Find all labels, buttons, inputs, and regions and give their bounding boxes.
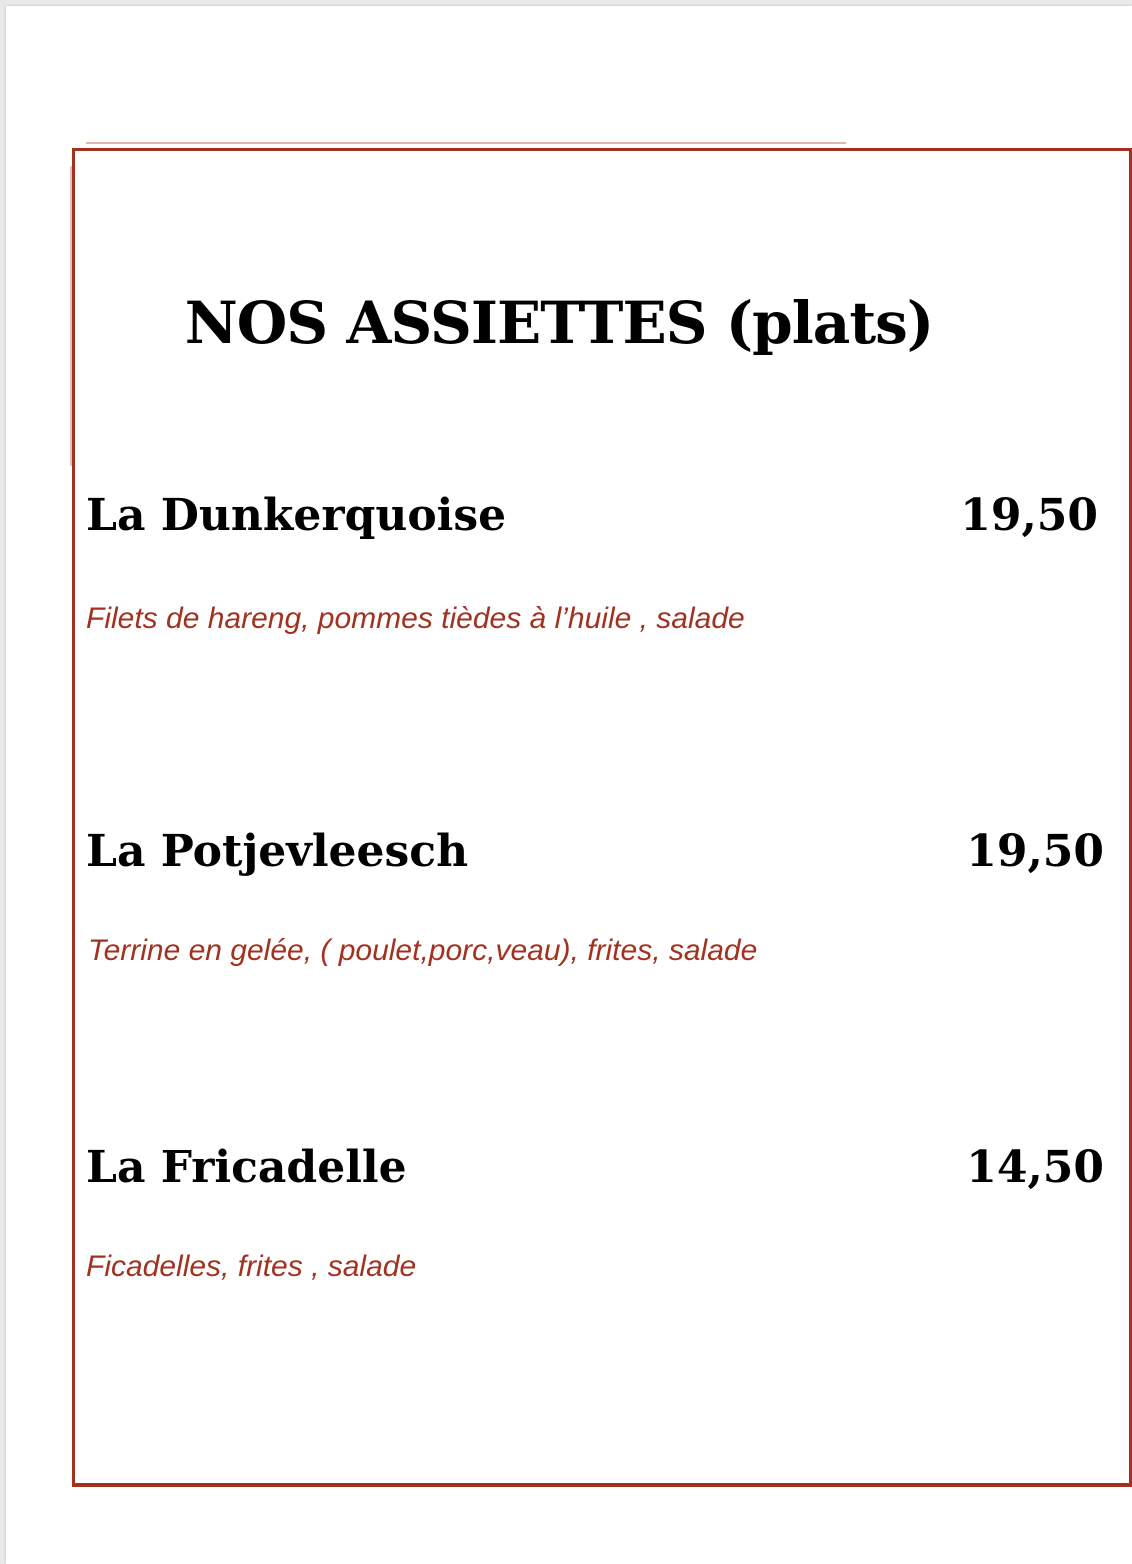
- menu-title: NOS ASSIETTES (plats): [184, 289, 934, 357]
- dish-description: Terrine en gelée, ( poulet,porc,veau), frites, salade: [88, 934, 758, 967]
- dish-price: 19,50: [966, 826, 1104, 877]
- dish-description: Ficadelles, frites , salade: [86, 1250, 417, 1283]
- frame-sketch-line: [86, 142, 846, 144]
- dish-name: La Dunkerquoise: [86, 490, 507, 541]
- dish-price: 19,50: [960, 490, 1098, 541]
- menu-page: [6, 6, 1132, 1564]
- dish-price: 14,50: [966, 1142, 1104, 1193]
- dish-name: La Fricadelle: [86, 1142, 407, 1193]
- dish-name: La Potjevleesch: [86, 826, 469, 877]
- dish-description: Filets de hareng, pommes tièdes à l’huile , salade: [86, 602, 745, 635]
